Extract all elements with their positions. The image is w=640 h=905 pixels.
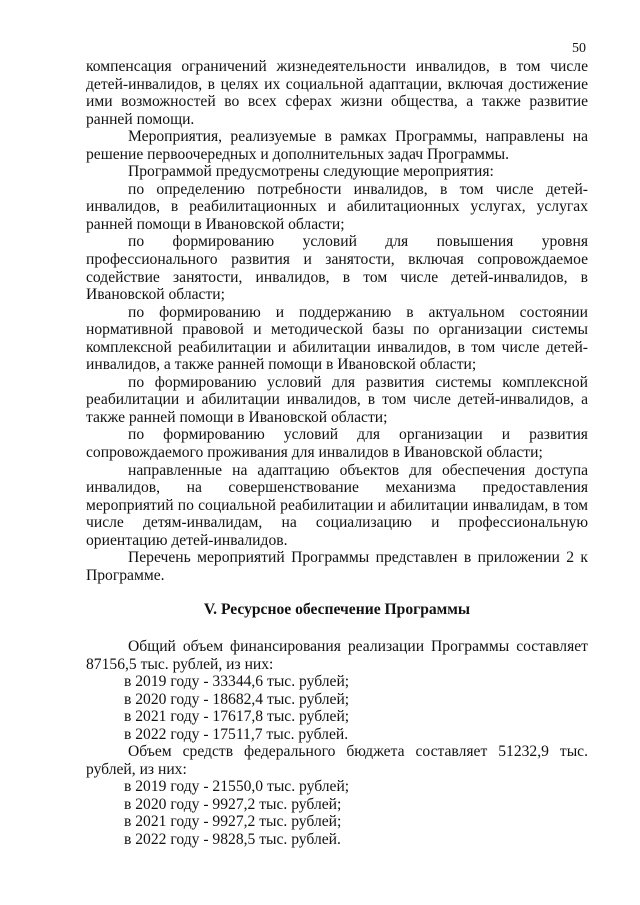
activity-item: направленные на адаптацию объектов для обеспечения доступа инвалидов, на совершенствование механизма предоставления мероприятий по социальной реабилитации и абилитации инвалидам, в том числе детям-инвалидам, на социализацию и профессиональную ориентацию детей-инвалидов. [86,461,588,549]
federal-budget-paragraph: Объем средств федерального бюджета составляет 51232,9 тыс. рублей, из них: [86,743,588,778]
activity-item: по формированию условий для повышения уровня профессионального развития и занятости, включая сопровождаемое содействие занятости, инвалидов, в том числе детей-инвалидов, в Ивановской области; [86,233,588,304]
financing-year-item: в 2022 году - 17511,7 тыс. рублей. [124,725,349,743]
page-content [86,58,588,849]
financing-year-item: в 2019 году - 33344,6 тыс. рублей; [124,673,350,691]
activity-item: по определению потребности инвалидов, в том числе детей-инвалидов, в реабилитационных и абилитационных услугах, услугах ранней помощи в Ивановской области; [86,180,588,233]
paragraph-continuation: компенсация ограничений жизнедеятельности инвалидов, в том числе детей-инвалидов, в целях их социальной адаптации, включая достижение ими возможностей во всех сферах жизни общества, а также развитие ранней помощи. [86,58,588,128]
paragraph-activities-intro: Программой предусмотрены следующие мероприятия: [128,163,494,181]
paragraph-program-activities: Мероприятия, реализуемые в рамках Программы, направлены на решение первоочередных и дополнительных задач Программы. [86,128,588,163]
activity-item: по формированию условий для развития системы комплексной реабилитации и абилитации инвалидов, в том числе детей-инвалидов, а также ранней помощи в Ивановской области; [86,373,588,426]
page-number: 50 [572,41,586,56]
financing-year-item: в 2021 году - 17617,8 тыс. рублей; [124,708,350,726]
federal-year-item: в 2021 году - 9927,2 тыс. рублей; [124,813,342,831]
activity-item: по формированию и поддержанию в актуальном состоянии нормативной правовой и методической базы по организации системы комплексной реабилитации и абилитации инвалидов, в том числе детей-инвалидов, а также ранней помощи в Ивановской области; [86,303,588,374]
financing-year-item: в 2020 году - 18682,4 тыс. рублей; [124,690,350,708]
paragraph-appendix-reference: Перечень мероприятий Программы представлен в приложении 2 к Программе. [86,549,588,584]
federal-year-item: в 2019 году - 21550,0 тыс. рублей; [124,778,350,796]
federal-year-item: в 2022 году - 9828,5 тыс. рублей. [124,830,341,848]
federal-year-item: в 2020 году - 9927,2 тыс. рублей; [124,795,342,813]
activity-item: по формированию условий для организации и развития сопровождаемого проживания для инвалидов в Ивановской области; [86,426,588,462]
total-financing-paragraph: Общий объем финансирования реализации Программы составляет 87156,5 тыс. рублей, из них: [86,637,588,673]
section-heading: V. Ресурсное обеспечение Программы [203,601,471,619]
